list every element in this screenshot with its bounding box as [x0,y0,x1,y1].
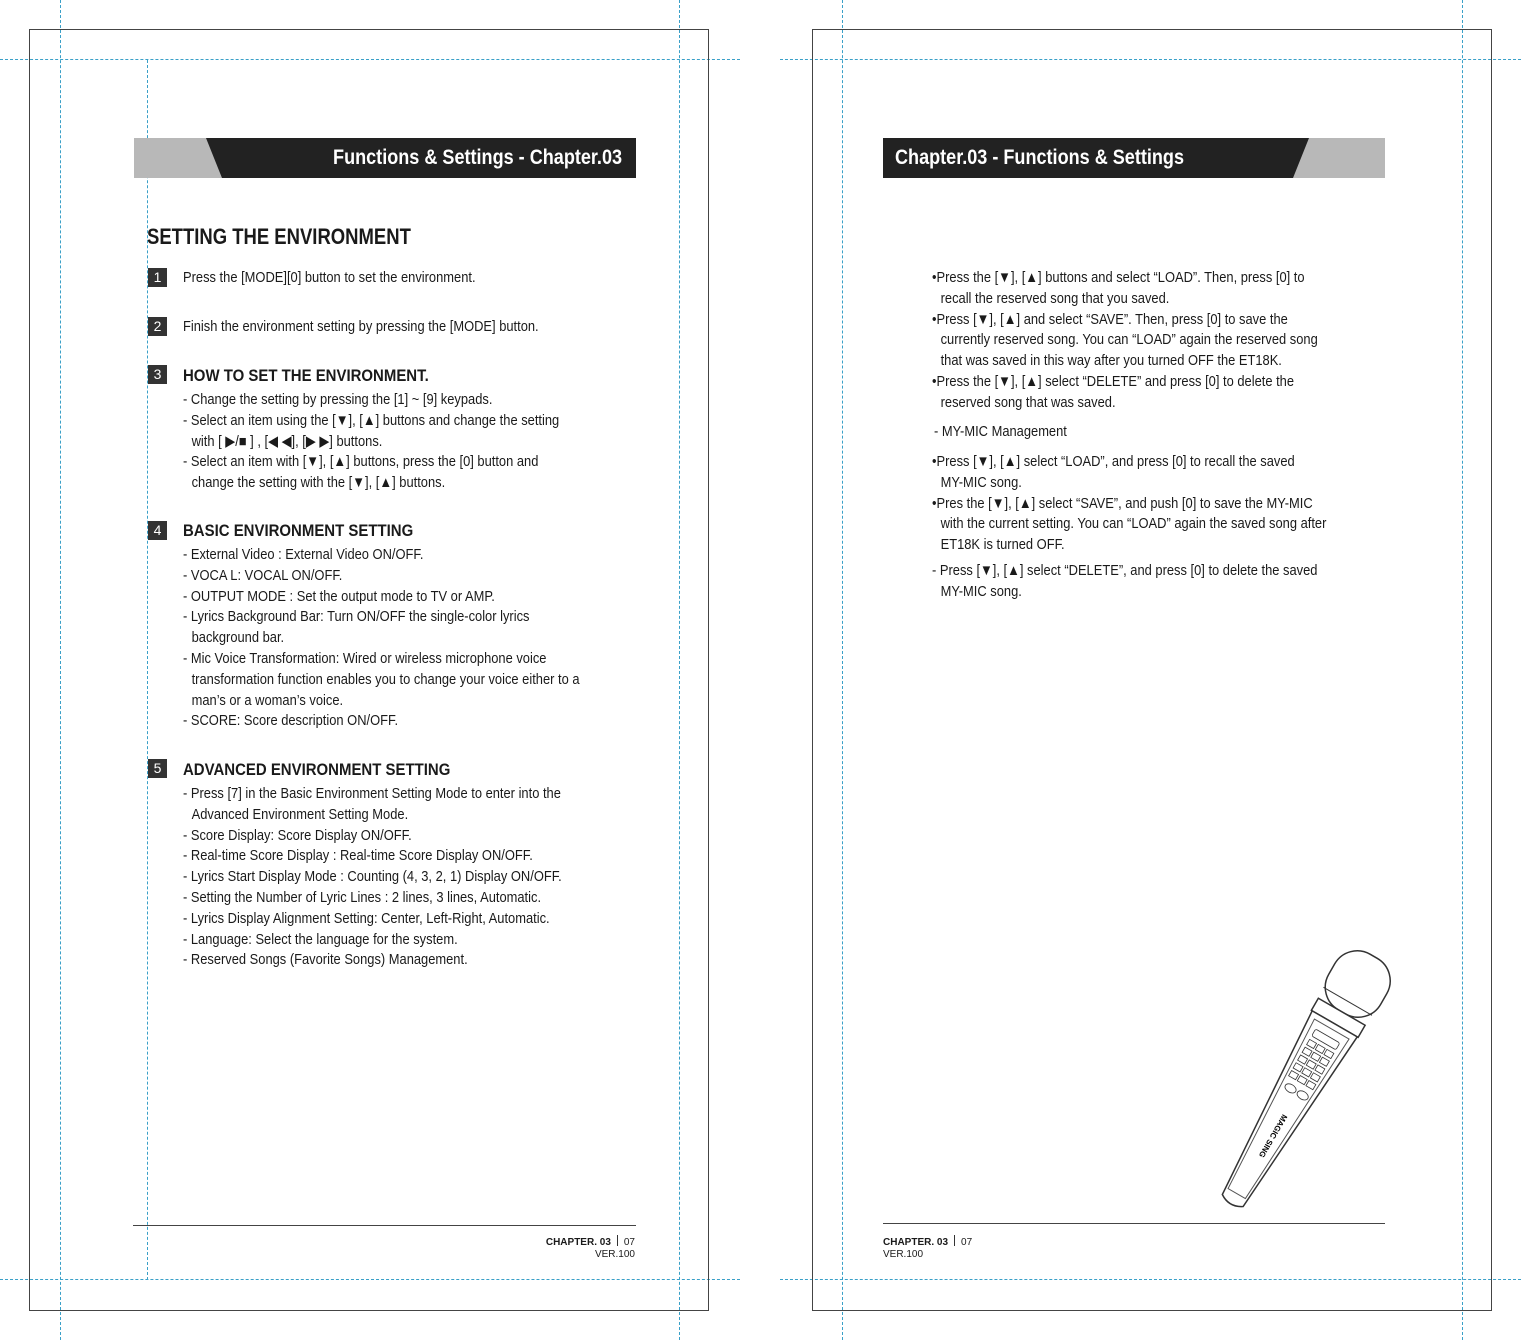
page-title: SETTING THE ENVIRONMENT [147,224,411,249]
right-footer [883,1235,972,1248]
mymic-heading: - MY-MIC Management [934,423,1067,440]
section-number: 3 [148,365,167,384]
list-item: - Language: Select the language for the system. [183,930,458,948]
list-item: •Pres the [▼], [▲] select “SAVE”, and push [0] to save the MY-MIC [932,494,1313,512]
step-text: Press the [MODE][0] button to set the environment. [183,269,476,286]
list-item: reserved song that was saved. [940,393,1116,411]
left-banner-title: Functions & Settings - Chapter.03 [332,146,622,169]
list-item: - Lyrics Background Bar: Turn ON/OFF the single-color lyrics [183,608,530,626]
list-item: - Lyrics Start Display Mode : Counting (4, 3, 2, 1) Display ON/OFF. [183,868,562,886]
section-heading: BASIC ENVIRONMENT SETTING [183,521,414,540]
section-number: 4 [148,521,167,540]
footer-rule [133,1225,636,1226]
list-item: - Mic Voice Transformation: Wired or wireless microphone voice [183,649,547,667]
microphone-illustration [1190,930,1410,1230]
list-item: - Reserved Songs (Favorite Songs) Management. [183,951,468,969]
list-item: - Select an item using the [▼], [▲] buttons and change the setting [183,411,560,429]
list-item: that was saved in this way after you turned OFF the ET18K. [940,352,1282,370]
list-item: - Setting the Number of Lyric Lines : 2 lines, 3 lines, Automatic. [183,888,542,906]
step-text: Finish the environment setting by pressing the [MODE] button. [183,318,539,335]
list-item: - OUTPUT MODE : Set the output mode to TV or AMP. [183,587,495,605]
list-item: •Press the [▼], [▲] buttons and select “LOAD”. Then, press [0] to [932,269,1305,286]
load-save-list [932,268,1381,414]
list-item: - Press [7] in the Basic Environment Setting Mode to enter into the [183,785,561,802]
footer-chapter: CHAPTER. 03 [545,1237,611,1248]
list-item: recall the reserved song that you saved. [940,289,1170,307]
list-item: man’s or a woman’s voice. [191,691,344,709]
list-item: background bar. [191,629,285,647]
mymic-list [932,452,1391,556]
right-header-banner [883,138,1385,178]
list-item: •Press the [▼], [▲] select “DELETE” and press [0] to delete the [932,372,1295,390]
step-number: 2 [148,317,167,336]
footer-page-number: 07 [623,1237,635,1248]
list-item: transformation function enables you to change your voice either to a [191,670,580,688]
footer-version: VER.100 [594,1249,635,1260]
footer-rule [883,1223,1385,1224]
list-item: MY-MIC song. [940,582,1022,600]
step-number: 1 [148,268,167,287]
section-heading: ADVANCED ENVIRONMENT SETTING [183,760,451,779]
list-item: Advanced Environment Setting Mode. [191,805,409,823]
list-item: currently reserved song. You can “LOAD” again the reserved song [940,331,1318,349]
footer-version: VER.100 [883,1249,924,1260]
left-header-banner [134,138,636,178]
section-number: 5 [148,759,167,778]
section-list [183,545,644,732]
list-item: with the current setting. You can “LOAD” again the saved song after [940,515,1327,533]
list-item: - Score Display: Score Display ON/OFF. [183,826,412,844]
list-item: - Press [▼], [▲] select “DELETE”, and press [0] to delete the saved [932,562,1318,579]
list-item: •Press [▼], [▲] select “LOAD”, and press [0] to recall the saved [932,453,1295,470]
list-item: •Press [▼], [▲] and select “SAVE”. Then, press [0] to save the [932,310,1288,328]
list-item: - Change the setting by pressing the [1] ~ [9] keypads. [183,391,493,408]
list-item: change the setting with the [▼], [▲] buttons. [191,474,446,492]
section-list [183,784,623,971]
list-item: - External Video : External Video ON/OFF. [183,546,424,563]
footer-page-number: 07 [961,1237,973,1248]
mic-brand-label: MAGIC SING [1256,1112,1289,1160]
right-banner-title: Chapter.03 - Functions & Settings [895,146,1185,169]
list-item: ET18K is turned OFF. [940,536,1065,554]
list-item: with [ ▶/■ ] , [◀ ◀], [▶ ▶] buttons. [191,432,383,450]
section-list [183,390,620,494]
list-item: MY-MIC song. [940,473,1022,491]
list-item: - Real-time Score Display : Real-time Score Display ON/OFF. [183,847,533,865]
section-heading: HOW TO SET THE ENVIRONMENT. [183,366,429,385]
footer-chapter: CHAPTER. 03 [883,1237,949,1248]
left-footer [546,1235,635,1248]
list-item: - SCORE: Score description ON/OFF. [183,712,399,730]
list-item: - Lyrics Display Alignment Setting: Center, Left-Right, Automatic. [183,909,550,927]
list-item: - Select an item with [▼], [▲] buttons, press the [0] button and [183,453,539,471]
mymic-delete-list [932,561,1380,603]
list-item: - VOCA L: VOCAL ON/OFF. [183,566,343,584]
